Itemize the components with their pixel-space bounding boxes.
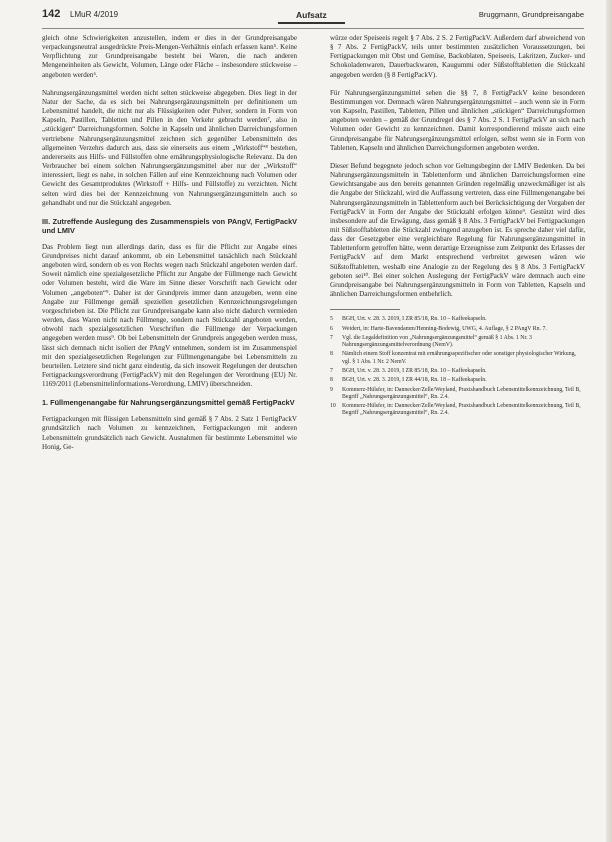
page-number: 142 [42,8,61,20]
header-rule [42,28,584,29]
footnote-item: 7 Vgl. die Legaldefinition von „Nahrungsergänzungsmittel“ gemäß § 1 Abs. 1 Nr. 3 Nahrungsergänzungsmittelverordnung (NemV). [330,334,532,349]
journal-name: LMuR 4/2019 [70,10,119,19]
footnote-item: 8 Nämlich einem Stoff konzentrat mit ernährungsspezifischer oder sonstiger physiologischer Wirkung, vgl. § 1 Abs. 1 Nr. 2 NemV. [330,351,576,365]
section-heading: III. Zutreffende Auslegung des Zusammenspiels von PAngV, FertigPackV und LMIV [42,216,297,235]
running-header [42,6,584,28]
section-label: Aufsatz [278,10,345,24]
footnote-item: 6 Weidert, in: Harte-Bavendamm/Henning-Bodewig, UWG, 4. Auflage, § 2 PAngV Rn. 7. [330,325,547,332]
right-column [330,34,585,420]
paragraph: Fertigpackungen mit flüssigen Lebensmitteln sind gemäß § 7 Abs. 2 Satz 1 FertigPackV grundsätzlich nach Volumen zu kennzeichnen, Fertigpackungen mit anderen Lebensmitteln grundsätzlich nach Gewicht. Ausnahmen für bestimmte Lebensmittel wie Honig, Ge- [42,415,297,451]
author-title: Bruggmann, Grundpreisangabe [478,10,584,19]
footnote-item: 8 BGH, Urt. v. 28. 3. 2019, I ZR 44/18, Rn. 18 – Kaffeekapseln. [330,377,487,384]
paragraph: gleich ohne Schwierigkeiten anzustellen, indem er dies in der Grundpreisangabe verpackungsneutral ausgedrückte Preis-Mengen-Verhältnis einfach erfassen kann⁵. Keine Verpflichtung zur Grundpreisangabe besteht bei Waren, die nach anderen Mengeneinheiten als Gewicht, Volumen, Länge oder Fläche – insbesondere stückweise – angeboten werden⁶. [42,34,297,79]
left-column [42,34,297,461]
paragraph: Das Problem liegt nun allerdings darin, dass es für die Pflicht zur Angabe eines Grundpreises nicht darauf ankommt, ob ein Lebensmittel tatsächlich nach Stückzahl angeboten wird, sondern ob es von Rechts wegen nach Stückzahl angeboten werden darf. Soweit nämlich eine spezialgesetzliche Pflicht zur Angabe der Füllmenge nach Gewicht oder Volumen besteht, wird die Ware im Sinne dieser Vorschrift nach Gewicht oder Volumen „angeboten“⁹. Daher ist der Grundpreis immer dann anzugeben, wenn eine Angabe zur Füllmenge gemäß speziellen gesetzlichen Kennzeichnungsregelungen vorgeschrieben ist. Die Pflicht zur Grundpreisangabe kann also nicht dadurch vermieden werden, dass Waren nicht nach Füllmenge, sondern nach Stückzahl angeboten werden, obwohl nach spezialgesetzlichen Vorschriften die Füllmenge der Verpackungen angegeben werden muss⁹. Ob bei Lebensmitteln der Grundpreis angegeben werden muss, lässt sich demnach nicht isoliert der PAngV entnehmen, sondern ist im Zusammenspiel mit den spezialgesetzlichen Regelungen zur Füllmengenangabe bei Lebensmitteln zu beurteilen. Letztere sind nicht ganz eindeutig, da sich insoweit Regelungen der deutschen Fertigpackungsverordnung (FertigPackV) mit den Regelungen der Verordnung (EU) Nr. 1169/2011 (Lebensmittelinformations-Verordnung, LMIV) überschneiden. [42,242,297,389]
footnotes [330,316,585,418]
paragraph: Für Nahrungsergänzungsmittel sehen die §§ 7, 8 FertigPackV keine besonderen Bestimmungen vor. Demnach wären Nahrungsergänzungsmittel – auch wenn sie in Form von Kapseln, Pastillen, Tabletten, Pillen und ähnlichen „stückigen“ Darreichungsformen angeboten werden – gemäß der Grundregel des § 7 Abs. 2 S. 1 FertigPackV an sich nach Volumen oder Gewicht zu kennzeichnen. Damit korrespondierend müsste auch eine Grundpreisangabe für Nahrungsergänzungsmittel erfolgen, selbst wenn sie in Form von Tabletten, Kapseln und ähnlichen Darreichungsformen angeboten werden. [330,88,585,152]
subsection-heading: 1. Füllmengenangabe für Nahrungsergänzungsmittel gemäß FertigPackV [42,398,295,408]
footnote-item: 7 BGH, Urt. v. 28. 3. 2019, I ZR 85/18, Rn. 10 – Kaffeekapseln. [330,368,487,374]
footnote-item: 5 BGH, Urt. v. 28. 3. 2019, I ZR 85/18, Rn. 10 – Kaffeekapseln. [330,316,487,323]
paragraph: Nahrungsergänzungsmittel werden nicht selten stückweise abgegeben. Dies liegt in der Natur der Sache, da es sich bei Nahrungsergänzungsmitteln per definitionem um Lebensmittel handelt, die nicht nur als Flüssigkeiten oder Pulver, sondern in Form von Kapseln, Pastillen, Tabletten und Pillen in den Verkehr gebracht werden⁷, also in „stückigen“ Darreichungsformen. Solche in Kapseln und ähnlichen Darreichungsformen vertriebene Nahrungsergänzungsmittel zeichnen sich gegenüber Lebensmitteln des allgemeinen Verzehrs dadurch aus, dass sie einerseits aus einem „Wirkstoff“⁸ bestehen, andererseits aus Hilfs- und Füllstoffen ohne ernährungsphysiologische Relevanz. Da den Verbraucher bei einem solchen Nahrungsergänzungsmittel aber nur der „Wirkstoff“ interessiert, liegt es nahe, in solchen Fällen auf eine Kennzeichnung nach Volumen oder Gewicht des Gesamtproduktes (Wirkstoff + Hilfs- und Füllstoffe) zu verzichten. Nicht selten wird dies bei der Kennzeichnung von Nahrungsergänzungsmitteln auch so gehandhabt und nur die Stückzahl angegeben. [42,88,297,207]
page-edge-shadow [606,0,612,842]
paragraph: würze oder Speiseeis regelt § 7 Abs. 2 S. 2 FertigPackV. Außerdem darf abweichend von § 7 Abs. 2 FertigPackV, teils unter bestimmten zusätzlichen Voraussetzungen, bei Fertigpackungen mit Obst und Gemüse, Backoblaten, Speiseeis, Lakritzen, Zucker- und Schokoladenwaren, Dauerbackwaren, Kaugummi oder Süßstofftabletten die Stückzahl angegeben werden (§ 8 FertigPackV). [330,34,585,79]
footnote-item: 10 Kommerz-Hülsfer, in: Dannecker/Zelle/Weyland, Praxishandbuch Lebensmittelkennzeichnung, Teil B, Begriff „Nahrungsergänzungsmittel“, Rn. 2.4. [330,403,581,417]
paragraph: Dieser Befund begegnete jedoch schon vor Geltungsbeginn der LMIV Bedenken. Da bei Nahrungsergänzungsmitteln in Tablettenform und ähnlichen Darreichungsformen eine Gewichtsangabe aus den bereits genannten Gründen regelmäßig unzweckmäßiger ist als die Angabe der Stückzahl, wird die Auffassung vertreten, dass eine Füllmengenangabe bei Nahrungsergänzungsmitteln in Tablettenform auch bei Berücksichtigung der Vorgaben der FertigPackV in Form der Angabe der Stückzahl erfolgen könne⁹. Gestützt wird dies insbesondere auf die Erwägung, dass gemäß § 8 Abs. 3 FertigPackV bei Fertigpackungen mit Süßstofftabletten die Stückzahl zwingend anzugeben ist. Es spreche daher viel dafür, dass der Gesetzgeber eine vergleichbare Regelung für Nahrungsergänzungsmittel in Tablettenform getroffen hätte, wenn derartige Erzeugnisse zum Zeitpunkt des Erlasses der FertigPackV auf dem Markt entsprechend verbreitet gewesen wären wie Süßstofftabletten, weshalb eine Analogie zu der Regelung des § 8 Abs. 3 FertigPackV geboten sei¹⁰. Bei einer solchen Auslegung der FertigPackV wäre demnach auch eine Grundpreisangabe bei Nahrungsergänzungsmitteln in Form von Tabletten, Kapseln und ähnlichen Darreichungsformen entbehrlich. [330,161,585,299]
footnote-item: 9 Kommerz-Hülsfer, in: Dannecker/Zelle/Weyland, Praxishandbuch Lebensmittelkennzeichnung, Teil B, Begriff „Nahrungsergänzungsmittel“, Rn. 2.4. [330,386,581,400]
